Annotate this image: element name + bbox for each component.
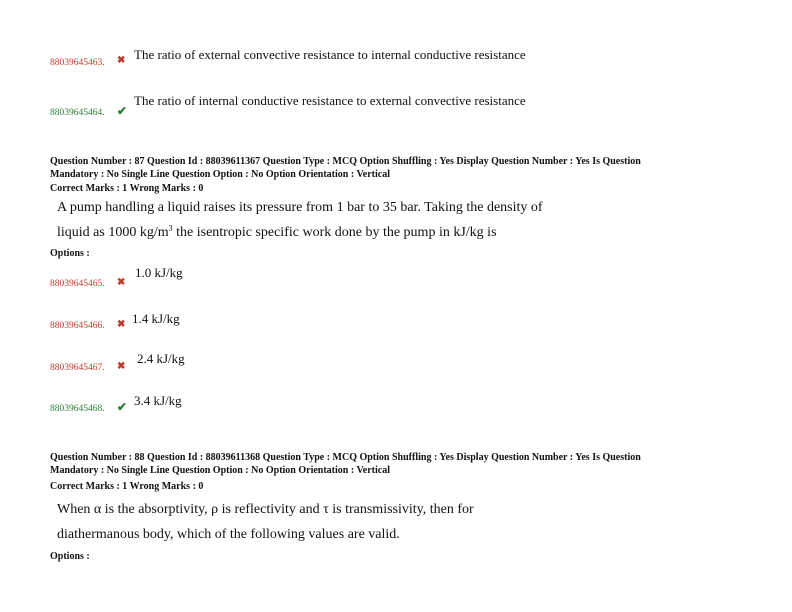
- question-meta-line2: Mandatory : No Single Line Question Option : No Option Orientation : Vertical: [50, 465, 391, 476]
- cross-icon: ✖: [117, 319, 126, 330]
- cross-icon: ✖: [117, 277, 126, 288]
- cross-icon: ✖: [117, 55, 126, 66]
- question-stem-line2: diathermanous body, which of the following values are valid.: [57, 527, 400, 542]
- question-meta-line1: Question Number : 88 Question Id : 88039611368 Question Type : MCQ Option Shuffling : Yes Display Question Number : Yes Is Question: [50, 452, 641, 463]
- question-stem-line1: A pump handling a liquid raises its pressure from 1 bar to 35 bar. Taking the density of: [57, 200, 543, 215]
- question-meta-line1: Question Number : 87 Question Id : 88039611367 Question Type : MCQ Option Shuffling : Yes Display Question Number : Yes Is Question: [50, 156, 641, 167]
- option-id: 88039645465.: [50, 279, 105, 289]
- question-marks: Correct Marks : 1 Wrong Marks : 0: [50, 183, 204, 194]
- option-text: 2.4 kJ/kg: [137, 351, 185, 366]
- question-stem-line1: When α is the absorptivity, ρ is reflectivity and τ is transmissivity, then for: [57, 502, 474, 517]
- cross-icon: ✖: [117, 361, 126, 372]
- option-id: 88039645468.: [50, 404, 105, 414]
- options-label: Options :: [50, 248, 90, 259]
- option-id: 88039645466.: [50, 321, 105, 331]
- option-id: 88039645467.: [50, 363, 105, 373]
- option-text: 1.0 kJ/kg: [135, 265, 183, 280]
- question-meta-line2: Mandatory : No Single Line Question Option : No Option Orientation : Vertical: [50, 169, 391, 180]
- option-text: 3.4 kJ/kg: [134, 393, 182, 408]
- options-label: Options :: [50, 551, 90, 562]
- option-id: 88039645463.: [50, 58, 105, 68]
- question-stem-line2: liquid as 1000 $kg/m^3$ the isentropic specific work done by the pump in kJ/kg is: [57, 223, 497, 240]
- check-icon: ✔: [117, 400, 128, 414]
- option-text: The ratio of external convective resistance to internal conductive resistance: [134, 47, 526, 62]
- option-text: The ratio of internal conductive resistance to external convective resistance: [134, 93, 526, 108]
- check-icon: ✔: [117, 104, 128, 118]
- question-marks: Correct Marks : 1 Wrong Marks : 0: [50, 481, 204, 492]
- option-id: 88039645464.: [50, 108, 105, 118]
- option-text: 1.4 kJ/kg: [132, 311, 180, 326]
